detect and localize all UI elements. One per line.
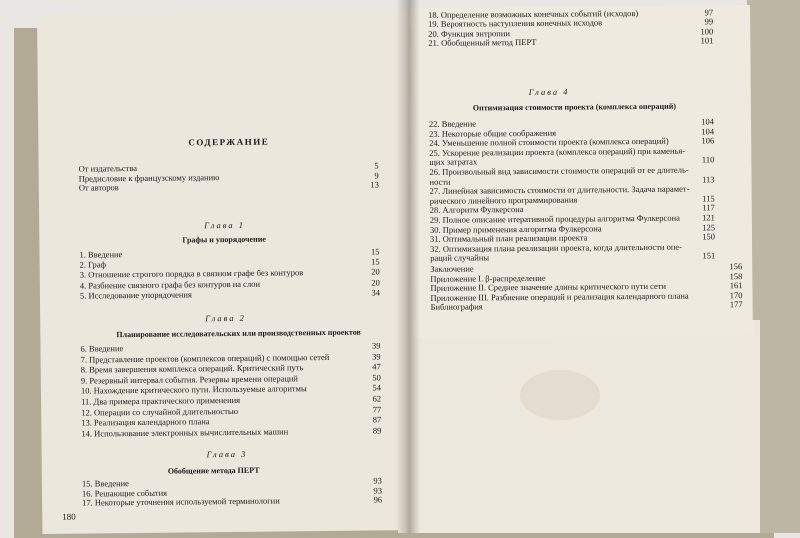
toc-page-number: 50 bbox=[372, 372, 381, 383]
contents-heading: СОДЕРЖАНИЕ bbox=[188, 136, 270, 148]
toc-entry: 30. Пример применения алгоритма Фулкерсона bbox=[429, 222, 602, 235]
toc-entry: 21. Обобщенный метод ПЕРТ bbox=[428, 36, 537, 48]
toc-entry: 11. Два примера практического применения bbox=[81, 394, 241, 407]
toc-entry: Приложение III. Разбиение операций и реализация календарного плана bbox=[430, 290, 689, 303]
toc-entry: 32. Оптимизация плана реализации проекта, когда длительности опе- bbox=[430, 241, 683, 254]
toc-page-number: 104 bbox=[701, 116, 715, 127]
toc-entry: Приложение II. Среднее значение длины критического пути сети bbox=[430, 280, 667, 294]
right-page bbox=[410, 5, 753, 338]
toc-page-number: 161 bbox=[729, 280, 743, 291]
toc-page-number: 5 bbox=[374, 160, 379, 171]
toc-page-number: 156 bbox=[729, 261, 743, 272]
toc-entry: раций случайны bbox=[430, 252, 490, 264]
chapter-2-title: Планирование исследовательских или производственных проектов bbox=[116, 327, 361, 340]
toc-page-number: 93 bbox=[373, 475, 382, 486]
toc-page-number: 62 bbox=[372, 393, 382, 404]
toc-page-number: 99 bbox=[704, 16, 714, 27]
toc-page-number: 20 bbox=[371, 277, 380, 288]
toc-entry: 9. Резервный интервал события. Резервы времени операций bbox=[80, 373, 299, 386]
toc-entry: 23. Некоторые общие соображения bbox=[429, 127, 557, 139]
toc-page-number: 158 bbox=[729, 270, 743, 281]
chapter-4-label: Глава 4 bbox=[528, 86, 570, 97]
toc-page-number: 15 bbox=[371, 256, 380, 267]
toc-entry: 22. Введение bbox=[428, 118, 477, 129]
toc-page-number: 125 bbox=[702, 221, 715, 233]
toc-page-number: 117 bbox=[702, 202, 715, 213]
chapter-3-title: Обобщение метода ПЕРТ bbox=[167, 465, 260, 476]
toc-entry: 12. Операции со случайной длительностью bbox=[81, 405, 239, 418]
toc-page-number: 177 bbox=[729, 299, 743, 310]
toc-entry: 13. Реализация календарного плана bbox=[81, 416, 210, 428]
toc-page-number: 13 bbox=[370, 179, 379, 190]
toc-entry: 19. Вероятность наступления конечных исходов bbox=[428, 17, 603, 30]
chapter-2-label: Глава 2 bbox=[205, 312, 246, 324]
left-page bbox=[37, 10, 415, 534]
toc-page-number: 106 bbox=[701, 135, 715, 146]
toc-page-number: 39 bbox=[371, 340, 381, 351]
toc-entry: 17. Некоторые уточнения используемой терминологии bbox=[82, 495, 280, 508]
toc-entry: 10. Нахождение критического пути. Используемые алгоритмы bbox=[80, 383, 307, 396]
toc-entry: 7. Представление проектов (комплексов операций) с помощью сетей bbox=[80, 351, 330, 365]
toc-page-number: 89 bbox=[372, 425, 382, 436]
toc-entry: 3. Отношение строгого порядка в связном графе без контуров bbox=[79, 267, 304, 280]
toc-page-number: 121 bbox=[702, 212, 715, 223]
toc-page-number: 104 bbox=[701, 125, 715, 137]
toc-page-number: 34 bbox=[371, 287, 380, 298]
chapter-1-label: Глава 1 bbox=[204, 219, 245, 231]
toc-entry: 18. Определение возможных конечных событий (исходов) bbox=[428, 8, 639, 20]
chapter-3-label: Глава 3 bbox=[206, 448, 248, 460]
toc-entry: 31. Оптимальный план реализации проекта bbox=[429, 232, 588, 245]
toc-page-number: 170 bbox=[729, 289, 743, 301]
toc-page-number: 113 bbox=[702, 173, 715, 185]
toc-entry: 29. Полное описание итеративной процедуры алгоритма Фулкерсона bbox=[429, 212, 680, 225]
toc-page-number: 15 bbox=[370, 246, 380, 257]
toc-entry: 1. Введение bbox=[79, 249, 123, 260]
toc-entry: 14. Использование электронных вычислительных машин bbox=[81, 426, 289, 439]
toc-entry: Предисловие к французскому изданию bbox=[78, 171, 220, 184]
toc-entry: рического линейного программирования bbox=[429, 194, 578, 206]
toc-page-number: 77 bbox=[372, 404, 382, 415]
toc-page-number: 110 bbox=[701, 154, 715, 165]
toc-entry: 15. Введение bbox=[81, 478, 129, 489]
toc-entry: От издательства bbox=[78, 162, 138, 174]
toc-entry: Заключение bbox=[430, 263, 474, 274]
toc-entry: щих затратах bbox=[429, 156, 478, 168]
book-gutter bbox=[396, 0, 420, 533]
toc-page-number: 93 bbox=[373, 484, 383, 496]
toc-entry: От авторов bbox=[78, 182, 119, 193]
toc-page-number: 47 bbox=[372, 361, 381, 372]
toc-page-number: 20 bbox=[371, 266, 380, 277]
chapter-4-title: Оптимизация стоимости проекта (комплекса операций) bbox=[472, 101, 677, 113]
toc-entry: 27. Линейная зависимость стоимости от длительности. Задача парамет- bbox=[429, 183, 690, 197]
paper-stain bbox=[520, 370, 600, 420]
chapter-1-title: Графы и упорядочение bbox=[182, 234, 266, 245]
toc-entry: 5. Исследование упорядочения bbox=[79, 289, 192, 301]
toc-entry: 28. Алгоритм Фулкерсона bbox=[429, 204, 524, 216]
right-page-lower bbox=[398, 320, 760, 533]
toc-page-number: 87 bbox=[372, 414, 382, 425]
toc-entry: 2. Граф bbox=[79, 259, 107, 270]
toc-entry: ности bbox=[429, 176, 451, 187]
toc-entry: 4. Разбиение связного графа без контуров на слои bbox=[79, 278, 261, 291]
toc-page-number: 96 bbox=[373, 494, 383, 505]
toc-entry: 6. Введение bbox=[80, 343, 124, 354]
toc-entry: 20. Функция энтропии bbox=[428, 27, 510, 39]
toc-page-number: 54 bbox=[372, 382, 381, 393]
toc-entry: Библиография bbox=[430, 301, 483, 313]
toc-entry: 16. Решающие события bbox=[81, 487, 168, 499]
toc-page-number: 100 bbox=[700, 25, 714, 37]
toc-page-number: 97 bbox=[704, 7, 714, 18]
toc-entry: 24. Уменьшение полной стоимости проекта (комплекса операций) bbox=[429, 135, 669, 149]
toc-page-number: 115 bbox=[702, 193, 715, 204]
toc-page-number: 39 bbox=[372, 351, 381, 362]
toc-page-number: 101 bbox=[700, 35, 714, 46]
toc-page-number: 150 bbox=[702, 231, 716, 242]
toc-entry: 26. Произвольный вид зависимости стоимости операций от ее длитель- bbox=[429, 164, 689, 177]
toc-entry: 8. Время завершения комплекса операций. Критический путь bbox=[80, 362, 304, 375]
page-number: 180 bbox=[62, 511, 76, 522]
toc-page-number: 151 bbox=[702, 250, 716, 261]
toc-entry: Приложение I. β-распределение bbox=[430, 272, 546, 284]
toc-entry: 25. Ускорение реализации проекта (комплекса операций) при каменья- bbox=[429, 145, 686, 158]
toc-page-number: 9 bbox=[374, 169, 379, 180]
